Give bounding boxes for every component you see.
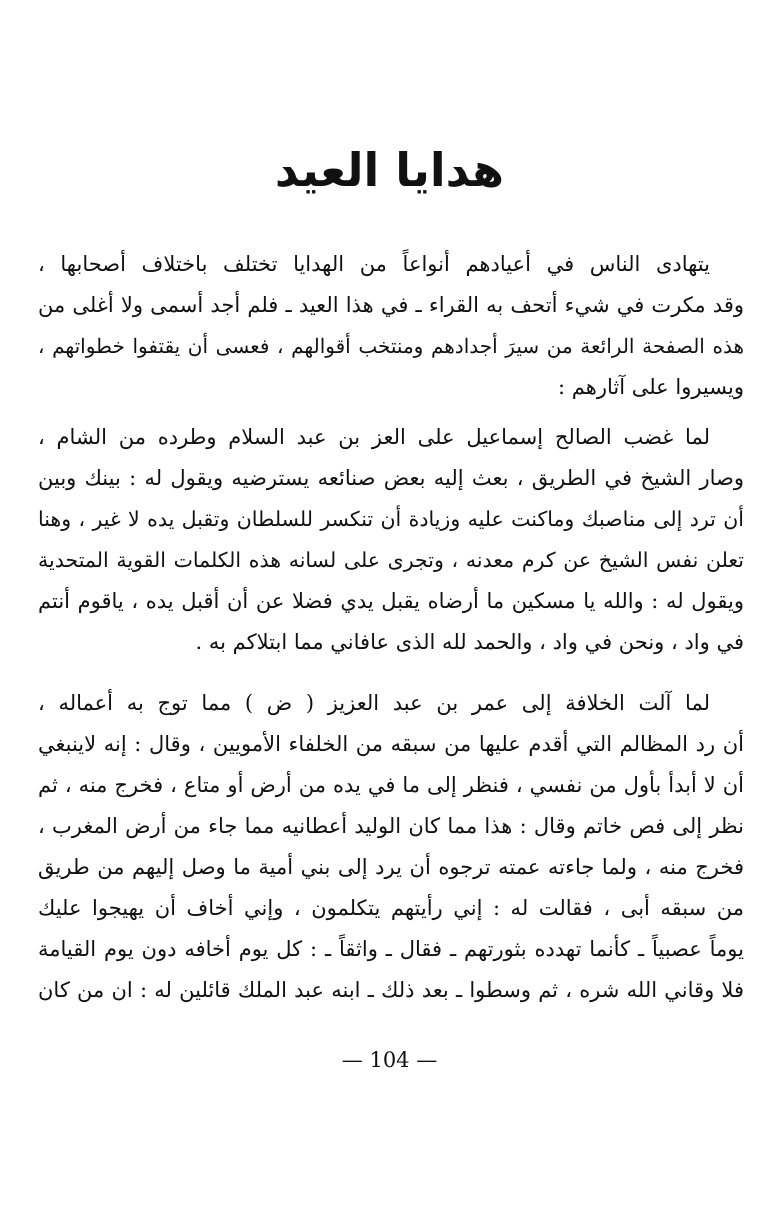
text-line: في واد ، ونحن في واد ، والحمد لله الذى عافاني مما ابتلاكم به .	[195, 630, 744, 654]
page-number: — 104 —	[341, 1048, 438, 1072]
page-title: هدايا العيد	[274, 143, 505, 197]
text-line: أن ترد إلى مناصبك وماكنت عليه وزيادة أن تنكسر للسلطان وتقبل يده لا غير ، وهنا	[38, 507, 744, 531]
text-line: لما آلت الخلافة إلى عمر بن عبد العزيز ( ض ) مما توج به أعماله ،	[38, 691, 710, 715]
text-line: وقد مكرت في شيء أتحف به القراء ـ في هذا العيد ـ فلم أجد أسمى ولا أغلى من	[38, 293, 744, 317]
text-line: فخرج منه ، ولما جاءته عمته ترجوه أن يرد إلى بني أمية ما وصل إليهم من طريق	[38, 855, 744, 879]
text-line: تعلن نفس الشيخ عن كرم معدنه ، وتجرى على لسانه هذه الكلمات القوية المتحدية	[38, 548, 744, 572]
text-line: أن لا أبدأ بأول من نفسي ، فنظر إلى ما في يده من أرض أو متاع ، فخرج منه ، ثم	[38, 773, 744, 797]
text-line: يوماً عصبياً ـ كأنما تهدده بثورتهم ـ فقال ـ واثقاً ـ : كل يوم أخافه دون يوم القيامة	[38, 937, 744, 961]
paragraph-izz-bin-abdussalam	[38, 417, 744, 663]
text-line: هذه الصفحة الرائعة من سيرَ أجدادهم ومنتخب أقوالهم ، فعسى أن يقتفوا خطواتهم ،	[38, 334, 744, 358]
text-line: وصار الشيخ في الطريق ، بعث إليه بعض صنائعه يسترضيه ويقول له : بينك وبين	[38, 466, 744, 490]
text-line: نظر إلى فص خاتم وقال : هذا مما كان الوليد أعطانيه مما جاء من أرض المغرب ،	[38, 814, 744, 838]
text-line: ويسيروا على آثارهم :	[558, 375, 744, 399]
text-line: أن رد المظالم التي أقدم عليها من سبقه من الخلفاء الأمويين ، وقال : إنه لاينبغي	[38, 732, 744, 756]
text-line: يتهادى الناس في أعيادهم أنواعاً من الهدايا تختلف باختلاف أصحابها ،	[38, 252, 710, 276]
text-line: لما غضب الصالح إسماعيل على العز بن عبد السلام وطرده من الشام ،	[38, 425, 710, 449]
text-line: من سبقه أبى ، فقالت له : إني رأيتهم يتكلمون ، وإني أخاف أن يهيجوا عليك	[38, 896, 744, 920]
text-line: فلا وقاني الله شره ، ثم وسطوا ـ بعد ذلك ـ ابنه عبد الملك قائلين له : ان من كان	[38, 978, 744, 1002]
text-line: ويقول له : والله يا مسكين ما أرضاه يقبل يدي فضلا عن أن أقبل يده ، ياقوم أنتم	[38, 589, 744, 613]
paragraph-intro	[38, 244, 744, 408]
paragraph-umar-bin-abdulaziz	[38, 683, 744, 1011]
